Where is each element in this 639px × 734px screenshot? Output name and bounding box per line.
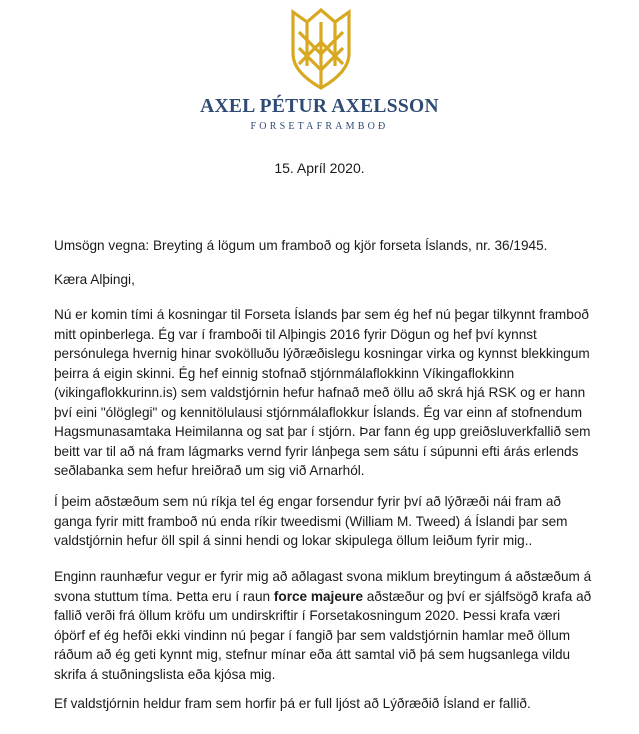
crown-crest-icon xyxy=(289,8,353,90)
paragraph-fragment: aðstæður og því er sjálfsögð krafa að xyxy=(363,588,592,604)
letter-date: 15. Apríl 2020. xyxy=(274,160,365,176)
candidate-name: AXEL PÉTUR AXELSSON xyxy=(200,96,439,117)
closing-text: Ef valdstjórnin heldur fram sem horfir þá er full ljóst að Lýðræðið Ísland er fallið. xyxy=(54,696,531,711)
paragraph-line: þeirra á eigin skinni. Ég hef einnig stofnað stjórnmálaflokkinn Víkingaflokkinn xyxy=(54,365,515,381)
paragraph-line: mitt opinberlega. Ég var í framboði til Alþingis 2016 fyrir Dögun og hef því kynnst xyxy=(54,326,537,342)
paragraph-line: óþörf ef ég hefði ekki vindinn nú þegar í fangið þar sem valdstjórnin hamlar með öllum xyxy=(54,627,571,643)
paragraph-3 xyxy=(54,567,594,684)
paragraph-2 xyxy=(54,492,594,551)
paragraph-fragment: svona stuttum tíma. Þetta eru í raun xyxy=(54,588,274,604)
paragraph-1 xyxy=(54,305,594,481)
candidate-subtitle: FORSETAFRAMBOÐ xyxy=(250,121,389,132)
paragraph-line: fallið verði frá öllum kröfu um undirskriftir í Forsetakosningum 2020. Þessi krafa væri xyxy=(54,608,561,623)
subject-line xyxy=(54,236,594,256)
paragraph-line: Enginn raunhæfur vegur er fyrir mig að aðlagast svona miklum breytingum á aðstæðum á xyxy=(54,569,592,584)
paragraph-line: Í þeim aðstæðum sem nú ríkja tel ég engar forsendur fyrir því að lýðræði nái fram að xyxy=(54,494,561,509)
paragraph-line: persónulega hvernig hinar svokölluðu lýðræðislegu kosningar virka og kynnst blekkingum xyxy=(54,346,590,361)
paragraph-line: beitt var til að ná fram lágmarks vernd fyrir lánþega sem sátu í súpunni efti árás erlends xyxy=(54,443,579,459)
paragraph-line: seðlabanka sem hefur hreiðrað um sig við Arnarhól. xyxy=(54,463,365,478)
paragraph-line xyxy=(54,587,594,607)
paragraph-line: (vikingaflokkurinn.is) sem valdstjórnin hefur hafnað með öllu að skrá hjá RSK og er hann xyxy=(54,385,586,400)
paragraph-line: ráðum að ég geti kynnt mig, stefnur mínar eða átt samtal við þá sem hugsanlega vildu xyxy=(54,647,571,662)
paragraph-line: því eini "ólöglegi" og kennitölulausi stjórnmálaflokkur Íslands. Ég var einn af stofnendum xyxy=(54,404,583,420)
paragraph-line: valdstjórnin hefur öll spil á sinni hendi og lokar skipulega öllum leiðum fyrir mig.. xyxy=(54,533,533,548)
paragraph-line: skrifa á stuðningslista eða kjósa mig. xyxy=(54,666,276,682)
paragraph-line: ganga fyrir mitt framboð nú enda ríkir tweedismi (William M. Tweed) á Íslandi þar sem xyxy=(54,513,568,529)
salutation xyxy=(54,270,594,290)
paragraph-line: Hagsmunasamtaka Heimilanna og sat þar í stjórn. Þar fann ég upp greiðsluverkfallið sem xyxy=(54,424,591,439)
salutation-text: Kæra Alþingi, xyxy=(54,272,135,287)
closing-paragraph xyxy=(54,694,594,714)
paragraph-line: Nú er komin tími á kosningar til Forseta Íslands þar sem ég hef nú þegar tilkynnt framboð xyxy=(54,307,589,322)
subject-text: Umsögn vegna: Breyting á lögum um framboð og kjör forseta Íslands, nr. 36/1945. xyxy=(54,238,548,253)
force-majeure-emphasis: force majeure xyxy=(273,588,364,604)
